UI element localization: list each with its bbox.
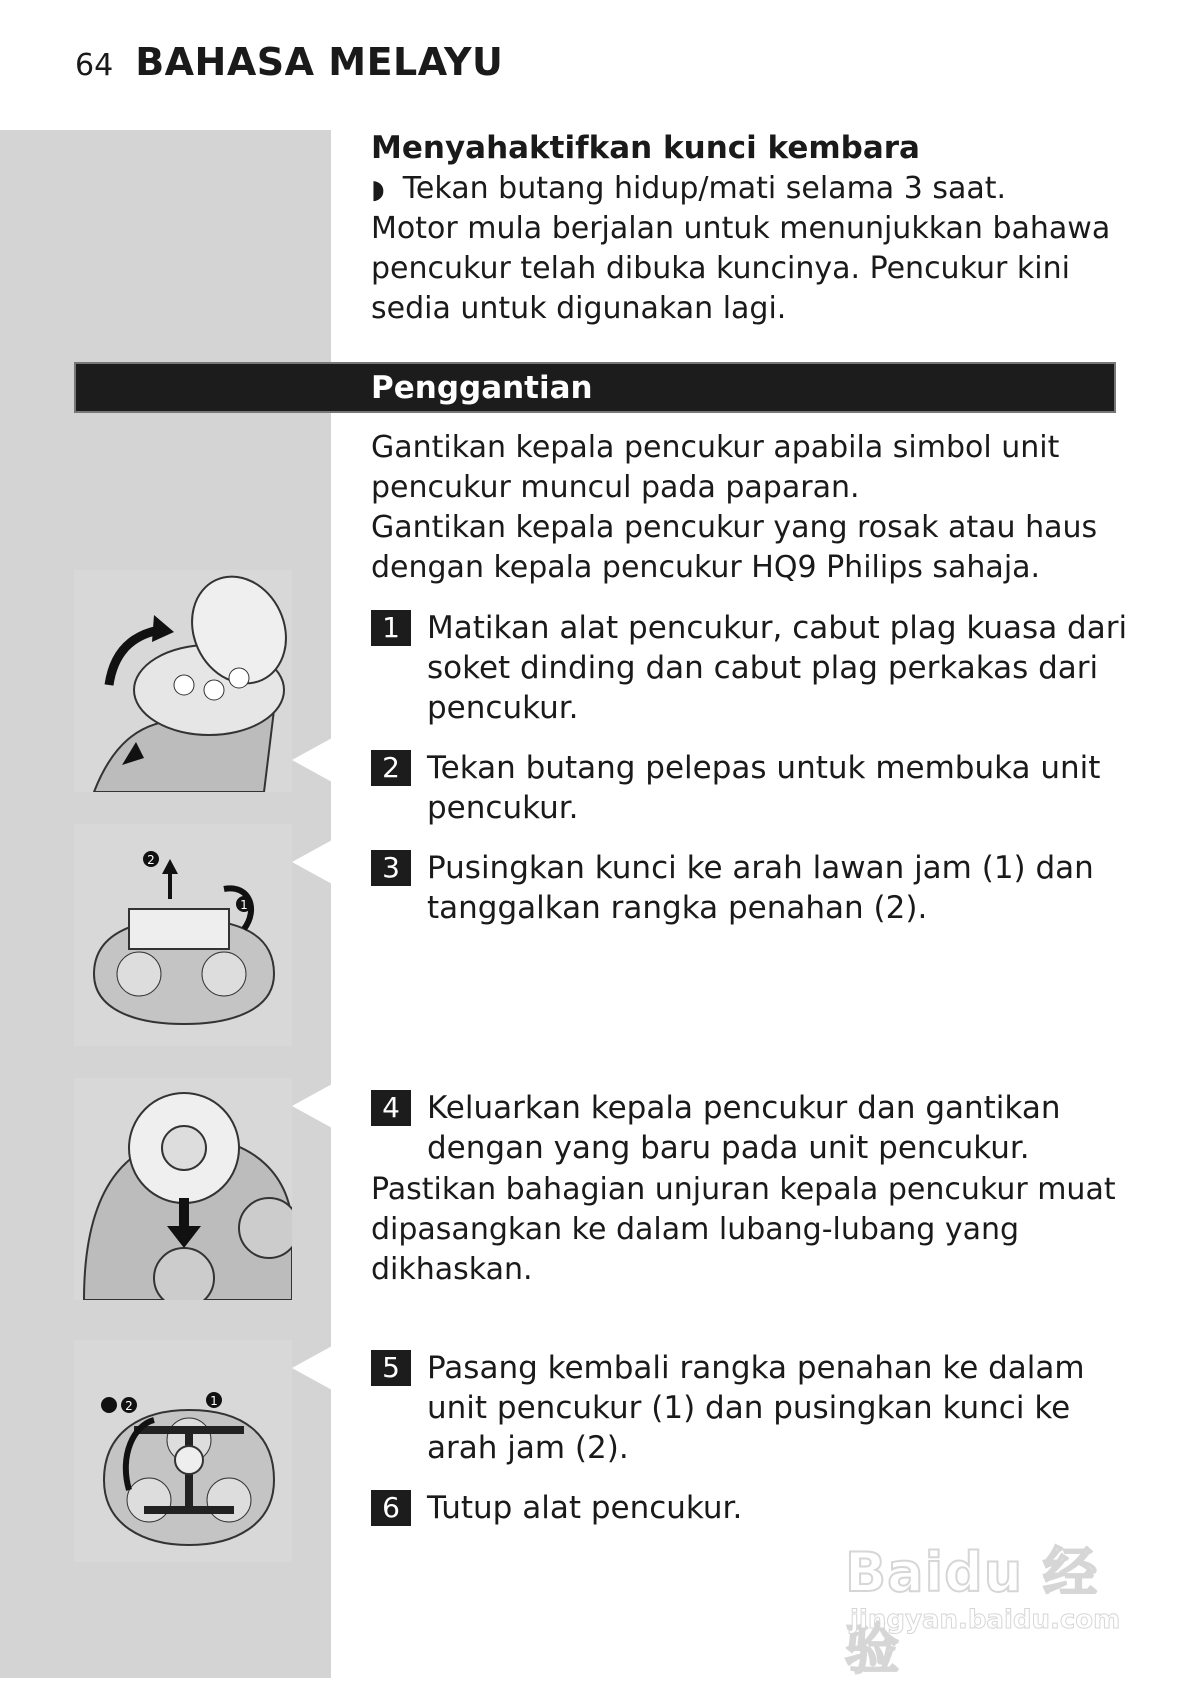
unlock-result-text: Motor mula berjalan untuk menunjukkan bahawa pencukur telah dibuka kuncinya. Pencukur kini sedia untuk digunakan lagi. <box>371 211 1111 326</box>
step-1 <box>371 608 1131 728</box>
step-number: 4 <box>371 1090 411 1126</box>
step-number: 1 <box>371 610 411 646</box>
illustration-remove-frame <box>74 824 292 1046</box>
section-title-bar <box>74 362 1116 413</box>
illustration-pointer <box>292 1084 332 1128</box>
step-number: 5 <box>371 1350 411 1386</box>
step-text: Matikan alat pencukur, cabut plag kuasa dari soket dinding dan cabut plag perkakas dari pencukur. <box>427 610 1128 726</box>
step-text: Tutup alat pencukur. <box>427 1490 743 1526</box>
language-title: BAHASA MELAYU <box>135 40 504 84</box>
illustration-pointer <box>292 738 332 782</box>
retaining-frame-icon <box>74 824 292 1046</box>
illustration-pointer <box>292 1346 332 1390</box>
section-title: Penggantian <box>371 370 593 406</box>
page-header <box>75 40 503 90</box>
watermark-url: jingyan.baidu.com <box>850 1605 1121 1635</box>
figure-label-1: 1 <box>210 1394 218 1408</box>
unlock-instruction <box>371 169 1131 210</box>
step-5 <box>371 1348 1131 1468</box>
step-text: Pasang kembali rangka penahan ke dalam unit pencukur (1) dan pusingkan kunci ke arah jam (2). <box>427 1350 1085 1466</box>
baidu-watermark <box>845 1510 1125 1681</box>
illustration-refit-frame <box>74 1340 292 1562</box>
step-number: 3 <box>371 850 411 886</box>
step-2 <box>371 748 1131 828</box>
unlock-instruction-text: Tekan butang hidup/mati selama 3 saat. <box>402 171 1007 206</box>
figure-label-2: 2 <box>125 1399 133 1413</box>
step-text: Tekan butang pelepas untuk membuka unit pencukur. <box>427 750 1101 826</box>
watermark-brand: Baidu 经验 <box>845 1541 1099 1681</box>
bullet-icon: ◗ <box>371 175 385 205</box>
illustration-pointer <box>292 840 332 884</box>
figure-label-1: 1 <box>240 898 248 912</box>
step-text: Pusingkan kunci ke arah lawan jam (1) dan tanggalkan rangka penahan (2). <box>427 850 1094 926</box>
step-number: 2 <box>371 750 411 786</box>
unlock-heading: Menyahaktifkan kunci kembara <box>371 130 920 166</box>
step-4 <box>371 1088 1131 1168</box>
step-3 <box>371 848 1131 928</box>
step-number: 6 <box>371 1490 411 1526</box>
lock-frame-icon <box>74 1340 292 1562</box>
step-text: Keluarkan kepala pencukur dan gantikan dengan yang baru pada unit pencukur. <box>427 1090 1061 1166</box>
shaving-head-icon <box>74 1078 292 1300</box>
page-number: 64 <box>75 48 114 83</box>
shaver-open-icon <box>74 570 292 792</box>
intro-paragraph-2: Gantikan kepala pencukur yang rosak atau haus dengan kepala pencukur HQ9 Philips sahaja. <box>371 510 1098 585</box>
step-4-note: Pastikan bahagian unjuran kepala pencukur muat dipasangkan ke dalam lubang-lubang yang dikhaskan. <box>371 1172 1116 1287</box>
intro-paragraph-1: Gantikan kepala pencukur apabila simbol unit pencukur muncul pada paparan. <box>371 430 1060 505</box>
illustration-replace-head <box>74 1078 292 1300</box>
figure-label-2: 2 <box>147 853 155 867</box>
illustration-open-shaving-unit <box>74 570 292 792</box>
